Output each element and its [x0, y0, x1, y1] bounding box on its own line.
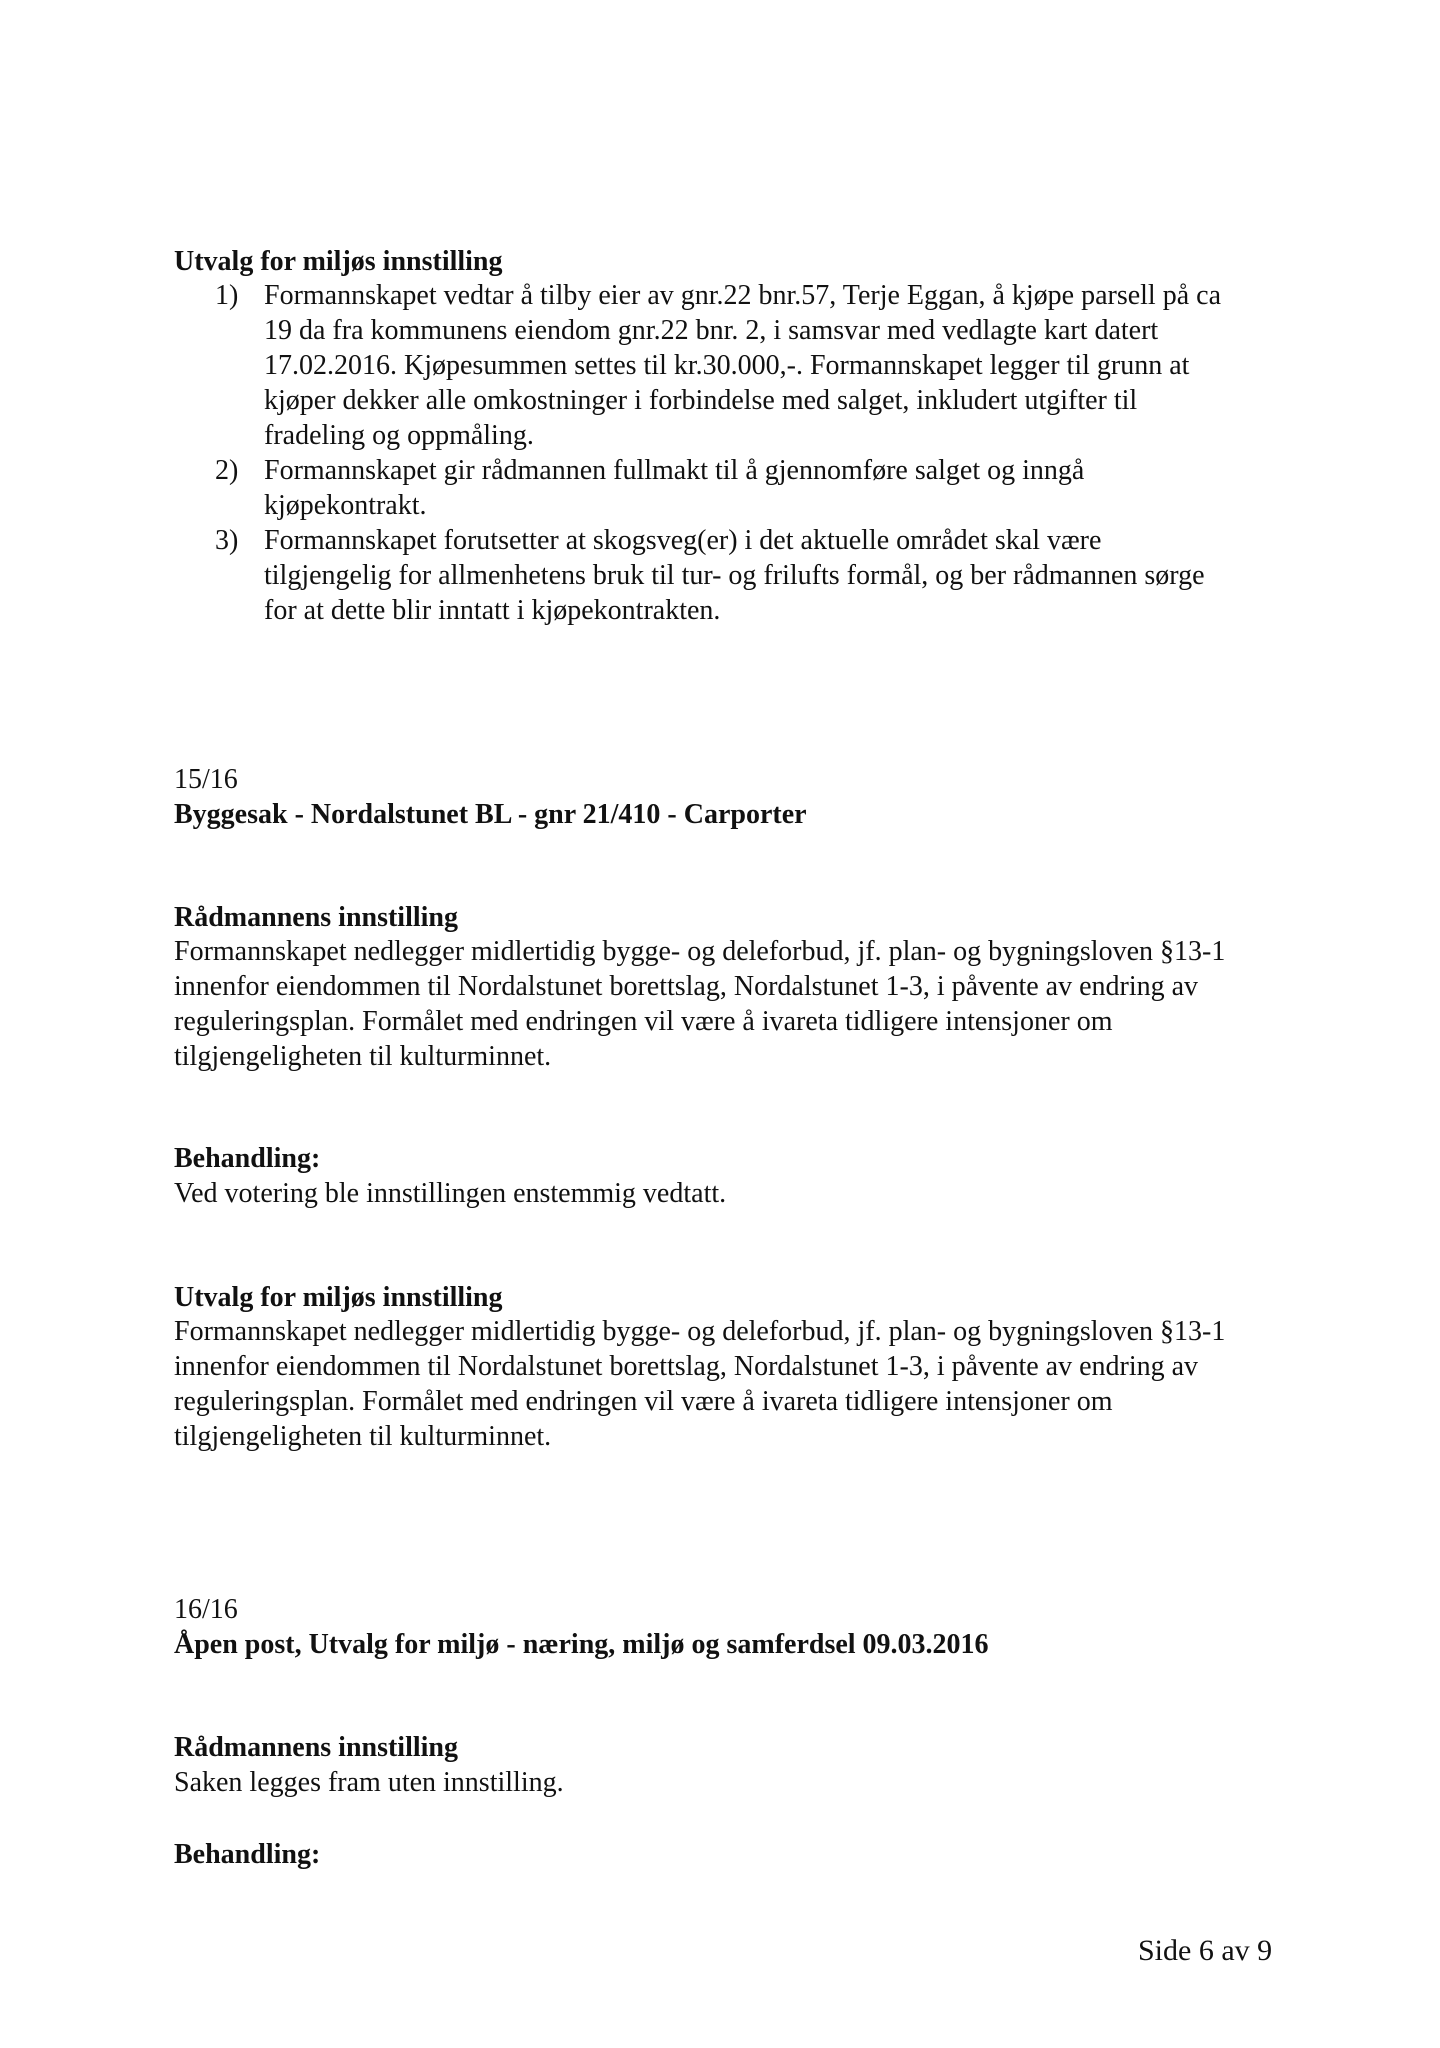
utvalg-text-15 [174, 1314, 1294, 1454]
behandling-text-15: Ved votering ble innstillingen enstemmig vedtatt. [174, 1178, 727, 1209]
item-line: tilgjengelig for allmenhetens bruk til tur- og frilufts formål, og ber rådmannen sørge [264, 560, 1205, 591]
radmann-heading-15: Rådmannens innstilling [174, 902, 458, 933]
item-line: kjøpekontrakt. [264, 490, 427, 521]
radmann-text-15 [174, 934, 1294, 1074]
paragraph-line: reguleringsplan. Formålet med endringen vil være å ivareta tidligere intensjoner om [174, 1006, 1113, 1037]
page-number: Side 6 av 9 [1138, 1934, 1273, 1967]
item-number: 1) [215, 280, 239, 311]
paragraph-line: innenfor eiendommen til Nordalstunet borettslag, Nordalstunet 1-3, i påvente av endring av [174, 1351, 1199, 1382]
case-title-15: Byggesak - Nordalstunet BL - gnr 21/410 - Carporter [174, 799, 807, 830]
paragraph-line: Formannskapet nedlegger midlertidig bygge- og deleforbud, jf. plan- og bygningsloven §13-1 [174, 936, 1226, 967]
behandling-heading-16: Behandling: [174, 1839, 321, 1870]
item-line: Formannskapet forutsetter at skogsveg(er) i det aktuelle området skal være [264, 525, 1102, 556]
item-line: kjøper dekker alle omkostninger i forbindelse med salget, inkludert utgifter til [264, 385, 1138, 416]
item-line: Formannskapet gir rådmannen fullmakt til å gjennomføre salget og inngå [264, 455, 1085, 486]
item-number: 2) [215, 455, 239, 486]
case-number-16: 16/16 [174, 1594, 238, 1625]
item-line: for at dette blir inntatt i kjøpekontrakten. [264, 595, 721, 626]
item-line: Formannskapet vedtar å tilby eier av gnr.22 bnr.57, Terje Eggan, å kjøpe parsell på ca [264, 280, 1221, 311]
paragraph-line: tilgjengeligheten til kulturminnet. [174, 1041, 552, 1072]
recommendation-item-1 [174, 278, 1294, 453]
paragraph-line: Formannskapet nedlegger midlertidig bygge- og deleforbud, jf. plan- og bygningsloven §13-1 [174, 1316, 1226, 1347]
case-title-16: Åpen post, Utvalg for miljø - næring, miljø og samferdsel 09.03.2016 [174, 1629, 989, 1660]
item-line: 19 da fra kommunens eiendom gnr.22 bnr. 2, i samsvar med vedlagte kart datert [264, 315, 1159, 346]
recommendation-item-2 [174, 453, 1294, 523]
paragraph-line: reguleringsplan. Formålet med endringen vil være å ivareta tidligere intensjoner om [174, 1386, 1113, 1417]
item-line: 17.02.2016. Kjøpesummen settes til kr.30.000,-. Formannskapet legger til grunn at [264, 350, 1190, 381]
recommendation-list [174, 278, 1294, 628]
item-line: fradeling og oppmåling. [264, 420, 534, 451]
behandling-heading-15: Behandling: [174, 1143, 321, 1174]
recommendation-item-3 [174, 523, 1294, 628]
case-number-15: 15/16 [174, 764, 238, 795]
radmann-text-16: Saken legges fram uten innstilling. [174, 1767, 564, 1798]
radmann-heading-16: Rådmannens innstilling [174, 1732, 458, 1763]
utvalg-heading-1: Utvalg for miljøs innstilling [174, 246, 503, 277]
paragraph-line: innenfor eiendommen til Nordalstunet borettslag, Nordalstunet 1-3, i påvente av endring av [174, 971, 1199, 1002]
item-number: 3) [215, 525, 239, 556]
utvalg-heading-15: Utvalg for miljøs innstilling [174, 1282, 503, 1313]
paragraph-line: tilgjengeligheten til kulturminnet. [174, 1421, 552, 1452]
